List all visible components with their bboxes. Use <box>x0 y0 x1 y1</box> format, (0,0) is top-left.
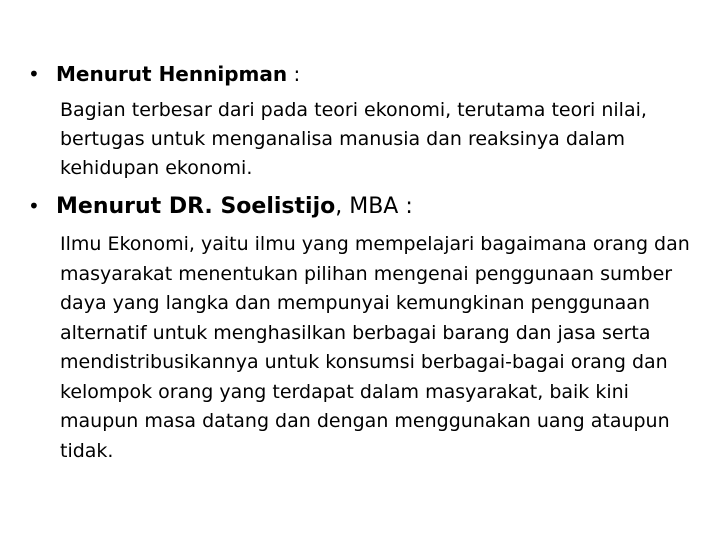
heading-suffix: , MBA : <box>335 194 413 219</box>
bullet-icon: • <box>28 62 40 86</box>
definition-soelistijo-body: Ilmu Ekonomi, yaitu ilmu yang mempelajari bagaimana orang dan masyarakat menentukan pilihan mengenai penggunaan sumber daya yang langka dan mempunyai kemungkinan penggunaan alternatif untuk menghasilkan berbagai barang dan jasa serta mendistribusikannya untuk konsumsi berbagai-bagai orang dan kelompok orang yang terdapat dalam masyarakat, baik kini maupun masa datang dan dengan menggunakan uang ataupun tidak. <box>60 233 690 462</box>
definition-hennipman-heading <box>28 62 300 86</box>
heading-bold-text: Menurut DR. Soelistijo <box>56 194 336 219</box>
definition-hennipman-body: Bagian terbesar dari pada teori ekonomi, terutama teori nilai, bertugas untuk menganalisa manusia dan reaksinya dalam kehidupan ekonomi. <box>60 99 647 179</box>
heading-text <box>56 62 300 86</box>
definition-soelistijo-heading <box>28 194 413 220</box>
heading-suffix: : <box>287 62 301 86</box>
heading-text <box>56 194 413 220</box>
heading-bold-text: Menurut Hennipman <box>56 62 288 86</box>
bullet-icon: • <box>28 194 40 218</box>
